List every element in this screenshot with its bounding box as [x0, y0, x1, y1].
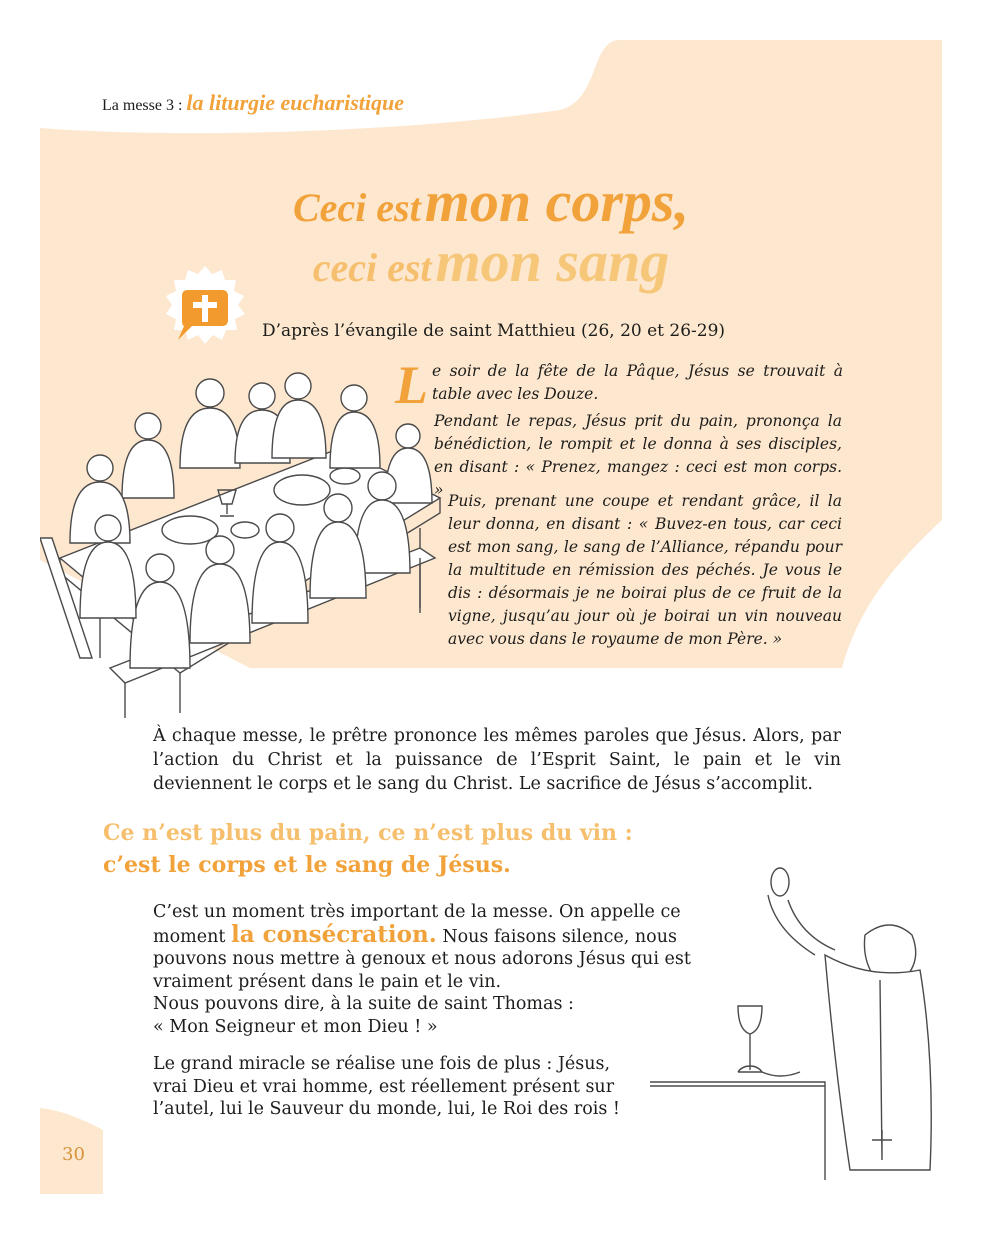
consecration-paragraph-2: Le grand miracle se réalise une fois de plus : Jésus, vrai Dieu et vrai homme, est réellement présent sur l’autel, lui le Sauveur du monde, lui, le Roi des rois ! [153, 1054, 620, 1119]
page-number: 30 [62, 1144, 85, 1165]
title-line2-small: ceci est [312, 245, 432, 290]
gospel-paragraph-1 [395, 355, 843, 415]
title-line2-big: mon sang [435, 229, 670, 294]
last-supper-illustration [40, 368, 460, 726]
priest-elevation-illustration [650, 860, 940, 1180]
gospel-paragraph-3: Puis, prenant une coupe et rendant grâce, il la leur donna, en disant : « Buvez-en tous, car ceci est mon sang, le sang de l’Alliance, répandu pour la multitude en rémission des péchés. Je vous le dis : désormais je ne boirai plus de ce fruit de la vigne, jusqu’au jour où je boirai un vin nouveau avec vous dans le royaume de mon Père. » [448, 492, 842, 648]
chapter-prefix: La messe 3 : [102, 97, 183, 114]
title-line1-big: mon corps, [424, 169, 689, 234]
subhead-line-2: c’est le corps et le sang de Jésus. [103, 852, 511, 878]
gospel-source: D’après l’évangile de saint Matthieu (26, 20 et 26-29) [262, 321, 726, 341]
consecration-quote: « Mon Seigneur et mon Dieu ! » [153, 1016, 438, 1037]
intro-paragraph: À chaque messe, le prêtre prononce les mêmes paroles que Jésus. Alors, par l’action du Christ et la puissance de l’Esprit Saint, le pain et le vin deviennent le corps et le sang du Christ. Le sacrifice de Jésus s’accomplit. [153, 726, 841, 794]
page-title-line2 [0, 228, 982, 295]
subhead-line-1: Ce n’est plus du pain, ce n’est plus du vin : [103, 820, 633, 846]
gospel-paragraph-2: Pendant le repas, Jésus prit du pain, prononça la bénédiction, le rompit et le donna à ses disciples, en disant : « Prenez, mangez : ceci est mon corps. » [434, 412, 842, 499]
title-line1-small: Ceci est [293, 185, 421, 230]
consecration-thomas-line: Nous pouvons dire, à la suite de saint Thomas : [153, 994, 574, 1014]
consecration-highlight: la consécration. [230, 920, 437, 948]
chapter-title: la liturgie eucharistique [186, 90, 405, 115]
gospel-paragraph-1-text: e soir de la fête de la Pâque, Jésus se trouvait à table avec les Douze. [432, 362, 843, 403]
drop-cap: L [395, 355, 428, 415]
cross-speech-bubble-icon [160, 262, 250, 352]
consecration-text-before: C’est un moment très important de la messe. On appelle ce moment [153, 902, 681, 947]
consecration-paragraph-1 [153, 901, 723, 1038]
consecration-text-after: Nous faisons silence, nous pouvons nous mettre à genoux et nous adorons Jésus qui est vraiment présent dans le pain et le vin. [153, 926, 691, 992]
chapter-header [102, 90, 404, 116]
page-title-line1 [0, 168, 982, 235]
